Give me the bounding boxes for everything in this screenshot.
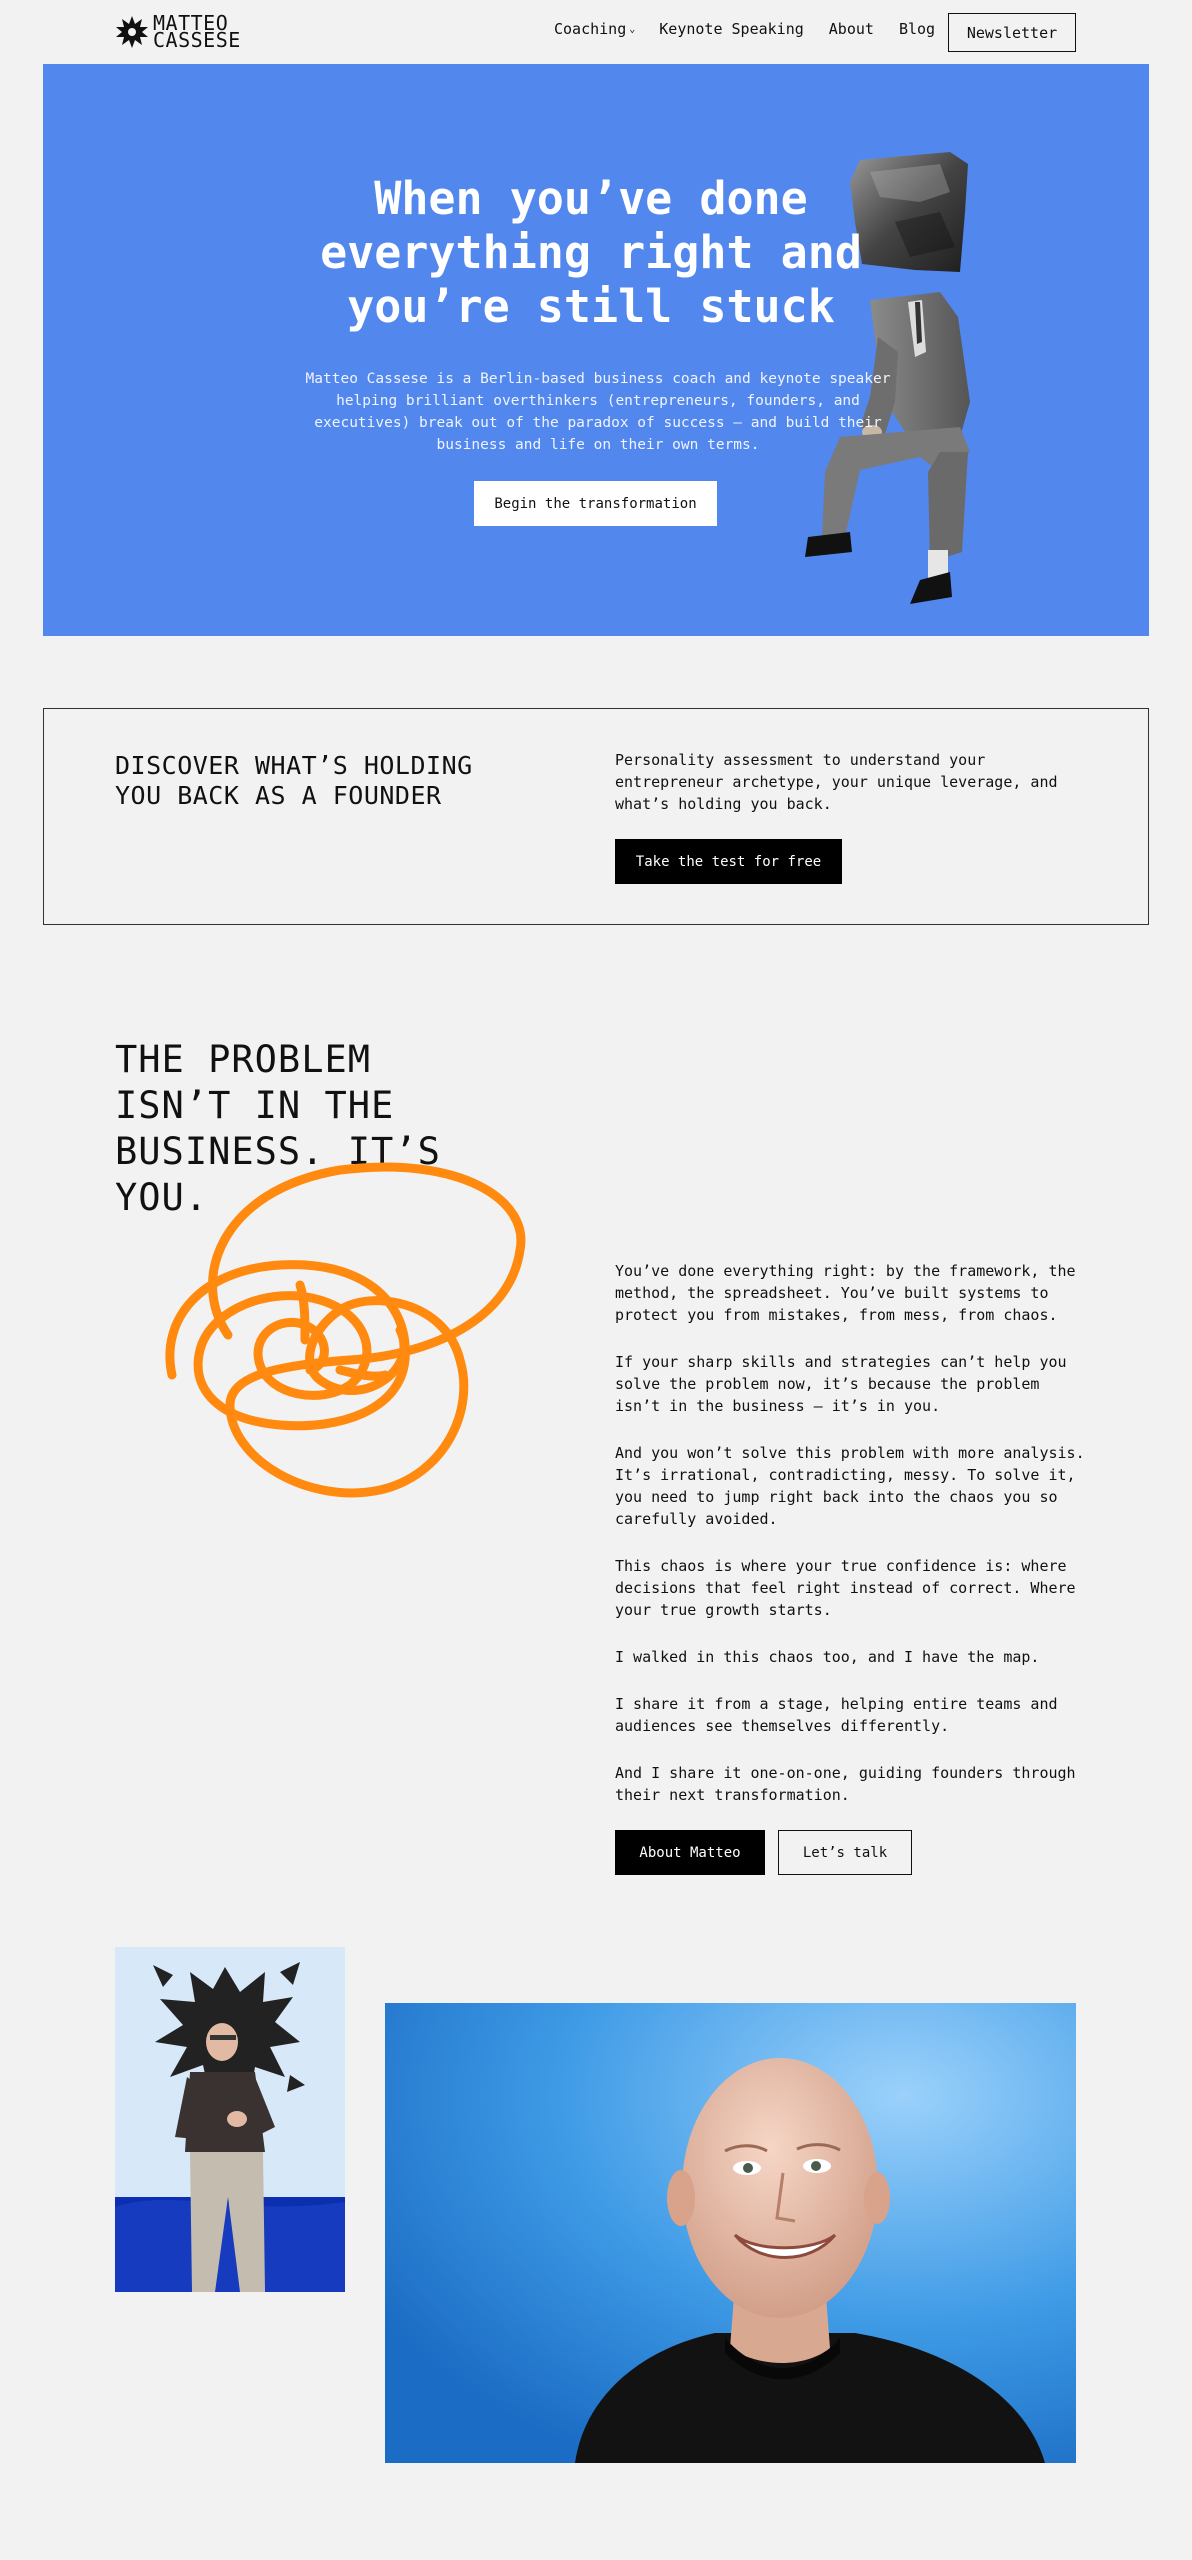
lets-talk-button[interactable]: Let’s talk	[778, 1830, 912, 1875]
logo[interactable]	[115, 11, 241, 52]
main-nav	[554, 20, 935, 38]
begin-transformation-button[interactable]: Begin the transformation	[474, 481, 717, 526]
site-header	[0, 0, 1192, 64]
nav-blog[interactable]: Blog	[898, 20, 936, 38]
problem-buttons	[615, 1830, 912, 1875]
hero-title: When you’ve done everything right and you’re still stuck	[320, 172, 862, 333]
problem-paragraph-1: You’ve done everything right: by the framework, the method, the spreadsheet. You’ve built systems to protect you from mistakes, from mess, from chaos.	[615, 1262, 1076, 1324]
discover-title: DISCOVER WHAT’S HOLDING YOU BACK AS A FOUNDER	[115, 751, 473, 810]
problem-title: THE PROBLEM ISN’T IN THE BUSINESS. IT’S YOU.	[115, 1038, 441, 1219]
problem-paragraph-4: This chaos is where your true confidence is: where decisions that feel right instead of correct. Where your true growth starts.	[615, 1557, 1076, 1619]
speaker-stage-photo	[115, 1947, 345, 2292]
problem-paragraph-3: And you won’t solve this problem with more analysis. It’s irrational, contradicting, messy. To solve it, you need to jump right back into the chaos you so carefully avoided.	[615, 1444, 1085, 1528]
problem-paragraph-7: And I share it one-on-one, guiding founders through their next transformation.	[615, 1764, 1076, 1804]
problem-paragraph-2: If your sharp skills and strategies can’t help you solve the problem now, it’s because the problem isn’t in the business – it’s in you.	[615, 1353, 1067, 1415]
problem-paragraph-6: I share it from a stage, helping entire teams and audiences see themselves differently.	[615, 1695, 1058, 1735]
chevron-down-icon: ⌄	[629, 24, 636, 35]
problem-paragraph-5: I walked in this chaos too, and I have the map.	[615, 1648, 1040, 1666]
starburst-logo-icon	[115, 15, 149, 49]
newsletter-button[interactable]: Newsletter	[948, 13, 1076, 52]
hero-subtitle: Matteo Cassese is a Berlin-based business coach and keynote speaker helping brilliant overthinkers (entrepreneurs, founders, and executives) break out of the paradox of success – and build their business and life on their own terms.	[305, 371, 891, 453]
logo-line1: MATTEO	[153, 11, 229, 35]
discover-section	[43, 708, 1149, 925]
nav-coaching[interactable]	[554, 20, 635, 38]
nav-keynote-speaking[interactable]: Keynote Speaking	[659, 20, 804, 38]
logo-line2: CASSESE	[153, 28, 241, 52]
orange-scribble-icon	[160, 1160, 530, 1505]
nav-coaching-label: Coaching	[554, 20, 627, 38]
nav-about[interactable]: About	[828, 20, 874, 38]
problem-text	[615, 1260, 1085, 1831]
logo-text	[153, 11, 241, 52]
take-test-button[interactable]: Take the test for free	[615, 839, 842, 884]
about-matteo-button[interactable]: About Matteo	[615, 1830, 765, 1875]
matteo-portrait-photo	[385, 2003, 1076, 2463]
hero-section	[43, 64, 1149, 636]
discover-text: Personality assessment to understand your entrepreneur archetype, your unique leverage, and what’s holding you back.	[615, 751, 1058, 813]
